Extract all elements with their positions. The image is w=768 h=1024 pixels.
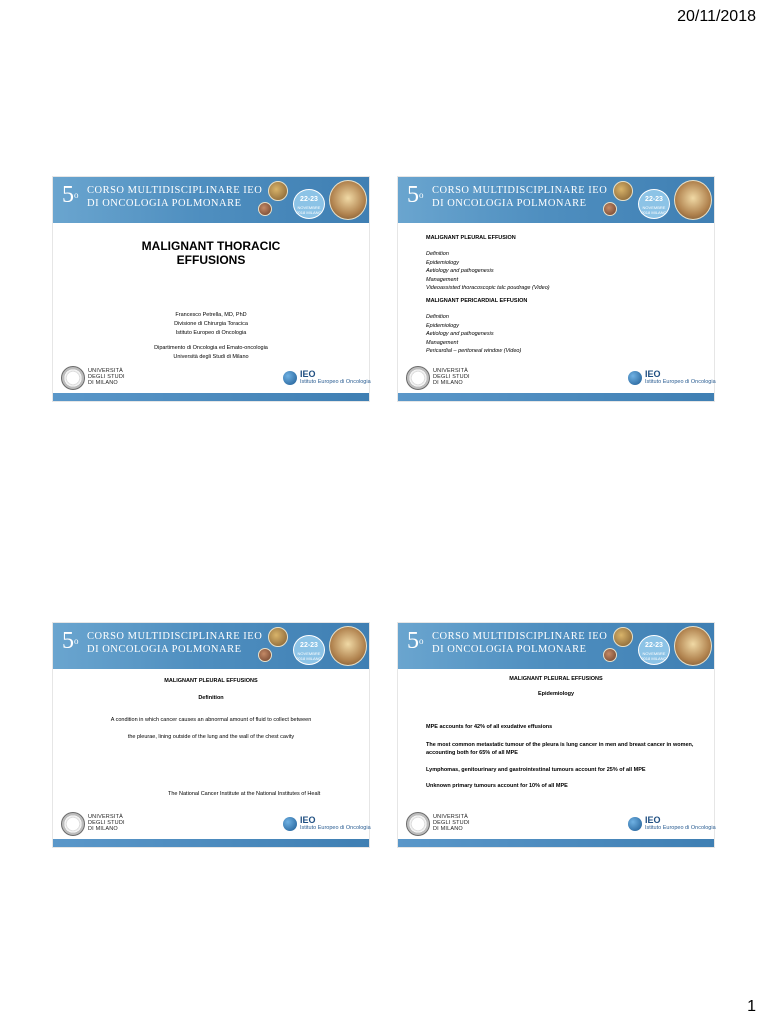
slide-heading: MALIGNANT PLEURAL EFFUSIONS xyxy=(509,676,603,682)
banner-course-subtitle: DI ONCOLOGIA POLMONARE xyxy=(432,198,587,209)
list-item: Epidemiology xyxy=(426,322,460,329)
university-seal-icon xyxy=(61,812,85,836)
banner-date-badge: 22-23 NOVEMBRE 2018 MILANO xyxy=(293,635,325,665)
ieo-globe-icon xyxy=(283,371,297,385)
slide-1 xyxy=(53,177,369,401)
university-seal-icon xyxy=(61,366,85,390)
course-banner xyxy=(53,177,369,223)
banner-edition-number: 5$^o$ xyxy=(407,628,424,654)
banner-photo-icon xyxy=(603,648,617,662)
epidemiology-point: Lymphomas, genitourinary and gastrointestinal tumours account for 25% of all MPE xyxy=(426,767,646,773)
banner-painting-icon xyxy=(674,626,712,666)
banner-photo-icon xyxy=(268,627,288,647)
ieo-logo: IEO Istituto Europeo di Oncologia xyxy=(283,369,367,389)
banner-photo-icon xyxy=(603,202,617,216)
banner-course-title: CORSO MULTIDISCIPLINARE IEO xyxy=(87,631,263,642)
ieo-globe-icon xyxy=(628,371,642,385)
university-logo: UNIVERSITÀ DEGLI STUDI DI MILANO xyxy=(406,812,496,836)
ieo-globe-icon xyxy=(628,817,642,831)
university-logo: UNIVERSITÀ DEGLI STUDI DI MILANO xyxy=(61,366,151,390)
slide-footer-bar xyxy=(53,393,369,401)
banner-photo-icon xyxy=(613,181,633,201)
list-item: Definition xyxy=(426,251,449,257)
banner-edition-number: 5$^o$ xyxy=(62,182,79,208)
slide-footer-bar xyxy=(398,393,714,401)
banner-date-badge: 22-23 NOVEMBRE 2018 MILANO xyxy=(638,189,670,219)
definition-text: A condition in which cancer causes an abnormal amount of fluid to collect between xyxy=(110,717,312,723)
epidemiology-point: MPE accounts for 42% of all exudative effusions xyxy=(426,724,553,730)
banner-date-badge: 22-23 NOVEMBRE 2018 MILANO xyxy=(638,635,670,665)
list-item: Epidemiology xyxy=(426,259,460,266)
course-banner xyxy=(398,177,714,223)
banner-edition-number: 5$^o$ xyxy=(62,628,79,654)
slide-4 xyxy=(398,623,714,847)
outline-list xyxy=(426,250,550,293)
course-banner xyxy=(53,623,369,669)
banner-course-subtitle: DI ONCOLOGIA POLMONARE xyxy=(432,644,587,655)
source-citation: The National Cancer Institute at the National Institutes of Healt xyxy=(168,791,321,797)
university-logo: UNIVERSITÀ DEGLI STUDI DI MILANO xyxy=(61,812,151,836)
page-number: 1 xyxy=(747,998,756,1015)
banner-date-badge: 22-23 NOVEMBRE 2018 MILANO xyxy=(293,189,325,219)
list-item: Videoassisted thoracoscopic talc poudrage (Video) xyxy=(426,285,550,291)
ieo-logo: IEO Istituto Europeo di Oncologia xyxy=(628,369,712,389)
banner-photo-icon xyxy=(258,202,272,216)
university-logo: UNIVERSITÀ DEGLI STUDI DI MILANO xyxy=(406,366,496,390)
university-seal-icon xyxy=(406,812,430,836)
section-heading: MALIGNANT PLEURAL EFFUSION xyxy=(426,235,516,241)
list-item: Aetiology and pathogenesis xyxy=(426,268,494,274)
banner-painting-icon xyxy=(329,180,367,220)
banner-painting-icon xyxy=(329,626,367,666)
banner-edition-number: 5$^o$ xyxy=(407,182,424,208)
slide-3 xyxy=(53,623,369,847)
banner-photo-icon xyxy=(613,627,633,647)
banner-course-subtitle: DI ONCOLOGIA POLMONARE xyxy=(87,644,242,655)
list-item: Management xyxy=(426,276,459,283)
ieo-globe-icon xyxy=(283,817,297,831)
slide-footer-bar xyxy=(398,839,714,847)
banner-course-subtitle: DI ONCOLOGIA POLMONARE xyxy=(87,198,242,209)
banner-photo-icon xyxy=(268,181,288,201)
ieo-logo: IEO Istituto Europeo di Oncologia xyxy=(628,815,712,835)
course-banner xyxy=(398,623,714,669)
slide-subheading: Definition xyxy=(198,695,224,701)
banner-course-title: CORSO MULTIDISCIPLINARE IEO xyxy=(432,185,608,196)
banner-course-title: CORSO MULTIDISCIPLINARE IEO xyxy=(432,631,608,642)
banner-painting-icon xyxy=(674,180,712,220)
section-heading: MALIGNANT PERICARDIAL EFFUSION xyxy=(426,298,528,304)
list-item: Pericardial – peritoneal window (Video) xyxy=(426,348,522,354)
banner-photo-icon xyxy=(258,648,272,662)
banner-course-title: CORSO MULTIDISCIPLINARE IEO xyxy=(87,185,263,196)
university-seal-icon xyxy=(406,366,430,390)
list-item: Aetiology and pathogenesis xyxy=(426,331,494,337)
slide-footer-bar xyxy=(53,839,369,847)
slide-2 xyxy=(398,177,714,401)
department-block: Dipartimento di Oncologia ed Emato-oncologia Università degli Studi di Milano xyxy=(154,345,268,360)
slide-heading: MALIGNANT PLEURAL EFFUSIONS xyxy=(164,678,258,684)
epidemiology-point: The most common metastatic tumour of the pleura is lung cancer in men and breast cancer in women, accounting both for 65% of all MPE xyxy=(426,742,694,756)
author-block: Francesco Petrella, MD, PhD Divisione di Chirurgia Toracica Istituto Europeo di Oncologia xyxy=(174,312,248,336)
epidemiology-point: Unknown primary tumours account for 10% of all MPE xyxy=(426,783,568,789)
definition-text: the pleurae, lining outside of the lung and the wall of the chest cavity xyxy=(127,734,295,740)
list-item: Management xyxy=(426,339,459,346)
list-item: Definition xyxy=(426,314,449,320)
slide-subheading: Epidemiology xyxy=(537,691,575,697)
slide-title: MALIGNANT THORACIC EFFUSIONS xyxy=(141,239,281,267)
outline-list xyxy=(426,313,521,356)
print-date: 20/11/2018 xyxy=(677,8,756,25)
ieo-logo: IEO Istituto Europeo di Oncologia xyxy=(283,815,367,835)
